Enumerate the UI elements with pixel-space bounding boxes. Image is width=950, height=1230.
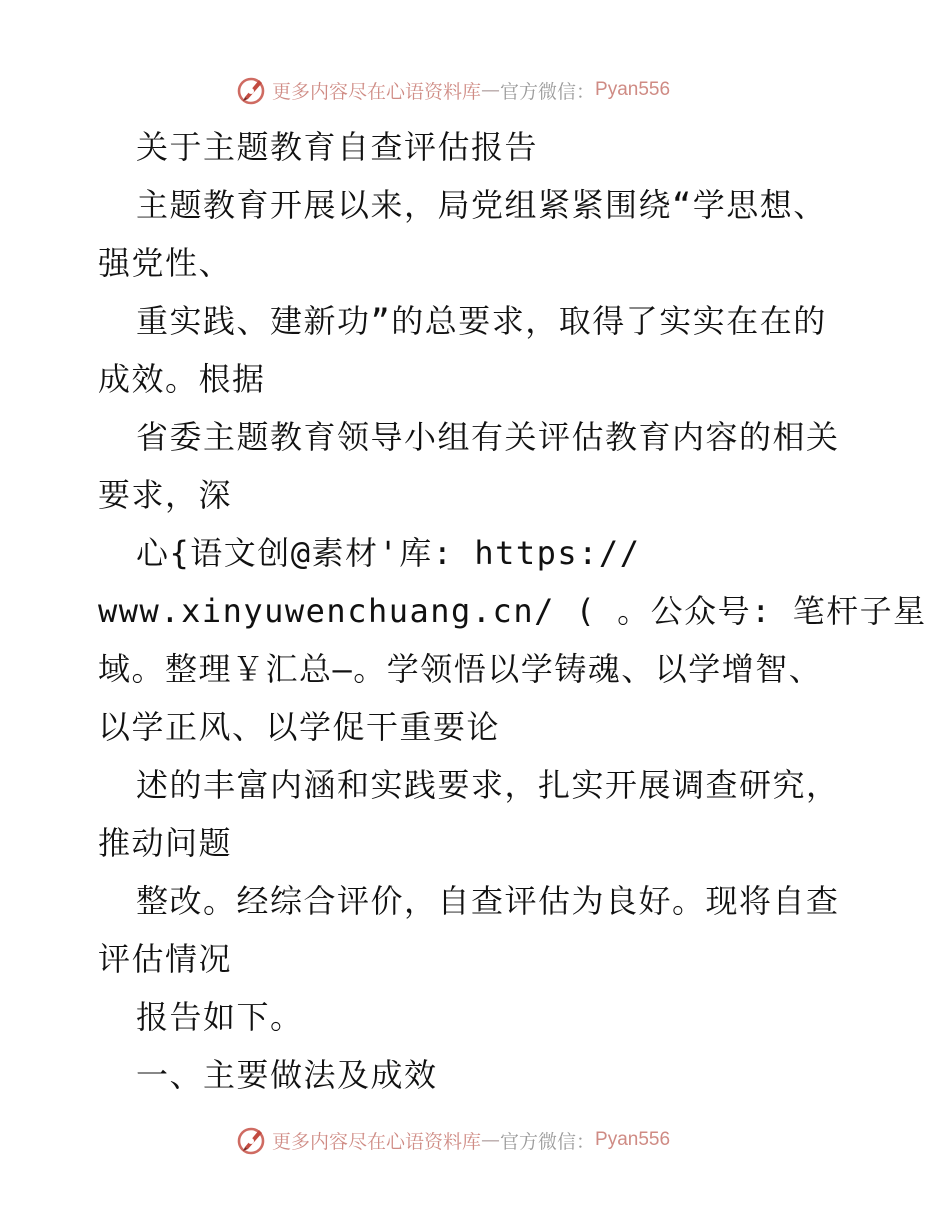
document-body — [98, 118, 927, 1104]
section-heading: 一、主要做法及成效 — [136, 1056, 438, 1094]
document-title: 关于主题教育自查评估报告 — [136, 128, 539, 166]
text-line: 推动问题 — [98, 824, 233, 862]
watermark-separator: — — [481, 1129, 501, 1151]
text-line: www.xinyuwenchuang.cn/ ( 。公众号: 笔杆子星 — [98, 592, 927, 630]
text-line: 报告如下。 — [136, 998, 304, 1036]
text-line: 域。整理￥汇总—。学领悟以学铸魂、以学增智、 — [98, 650, 823, 688]
text-line: 成效。根据 — [98, 360, 266, 398]
watermark-brand: 更多内容尽在心语资料库 — [272, 1130, 482, 1153]
text-line: 强党性、 — [98, 244, 233, 282]
text-line: 主题教育开展以来，局党组紧紧围绕“学思想、 — [136, 186, 827, 224]
text-line: 整改。经综合评价，自查评估为良好。现将自查 — [136, 882, 840, 920]
text-line: 重实践、建新功”的总要求，取得了实实在在的 — [136, 302, 827, 340]
watermark-wechat-label: 官方微信： — [500, 1130, 596, 1153]
text-line: 评估情况 — [98, 940, 233, 978]
text-line: 要求，深 — [98, 476, 233, 514]
watermark-wechat-label: 官方微信： — [500, 80, 596, 103]
watermark-brand: 更多内容尽在心语资料库 — [272, 80, 482, 103]
pen-circle-logo-icon — [236, 74, 268, 106]
text-line: 省委主题教育领导小组有关评估教育内容的相关 — [136, 418, 840, 456]
watermark-wechat-id: Pyan556 — [595, 1129, 671, 1150]
text-line: 心{语文创@素材'库: https:// — [136, 534, 641, 572]
text-line: 述的丰富内涵和实践要求，扎实开展调查研究， — [136, 766, 840, 804]
watermark-separator: — — [481, 79, 501, 101]
header-watermark — [236, 73, 670, 107]
pen-circle-logo-icon — [236, 1124, 268, 1156]
footer-watermark — [236, 1123, 670, 1157]
watermark-wechat-id: Pyan556 — [595, 79, 671, 100]
text-line: 以学正风、以学促干重要论 — [98, 708, 501, 746]
